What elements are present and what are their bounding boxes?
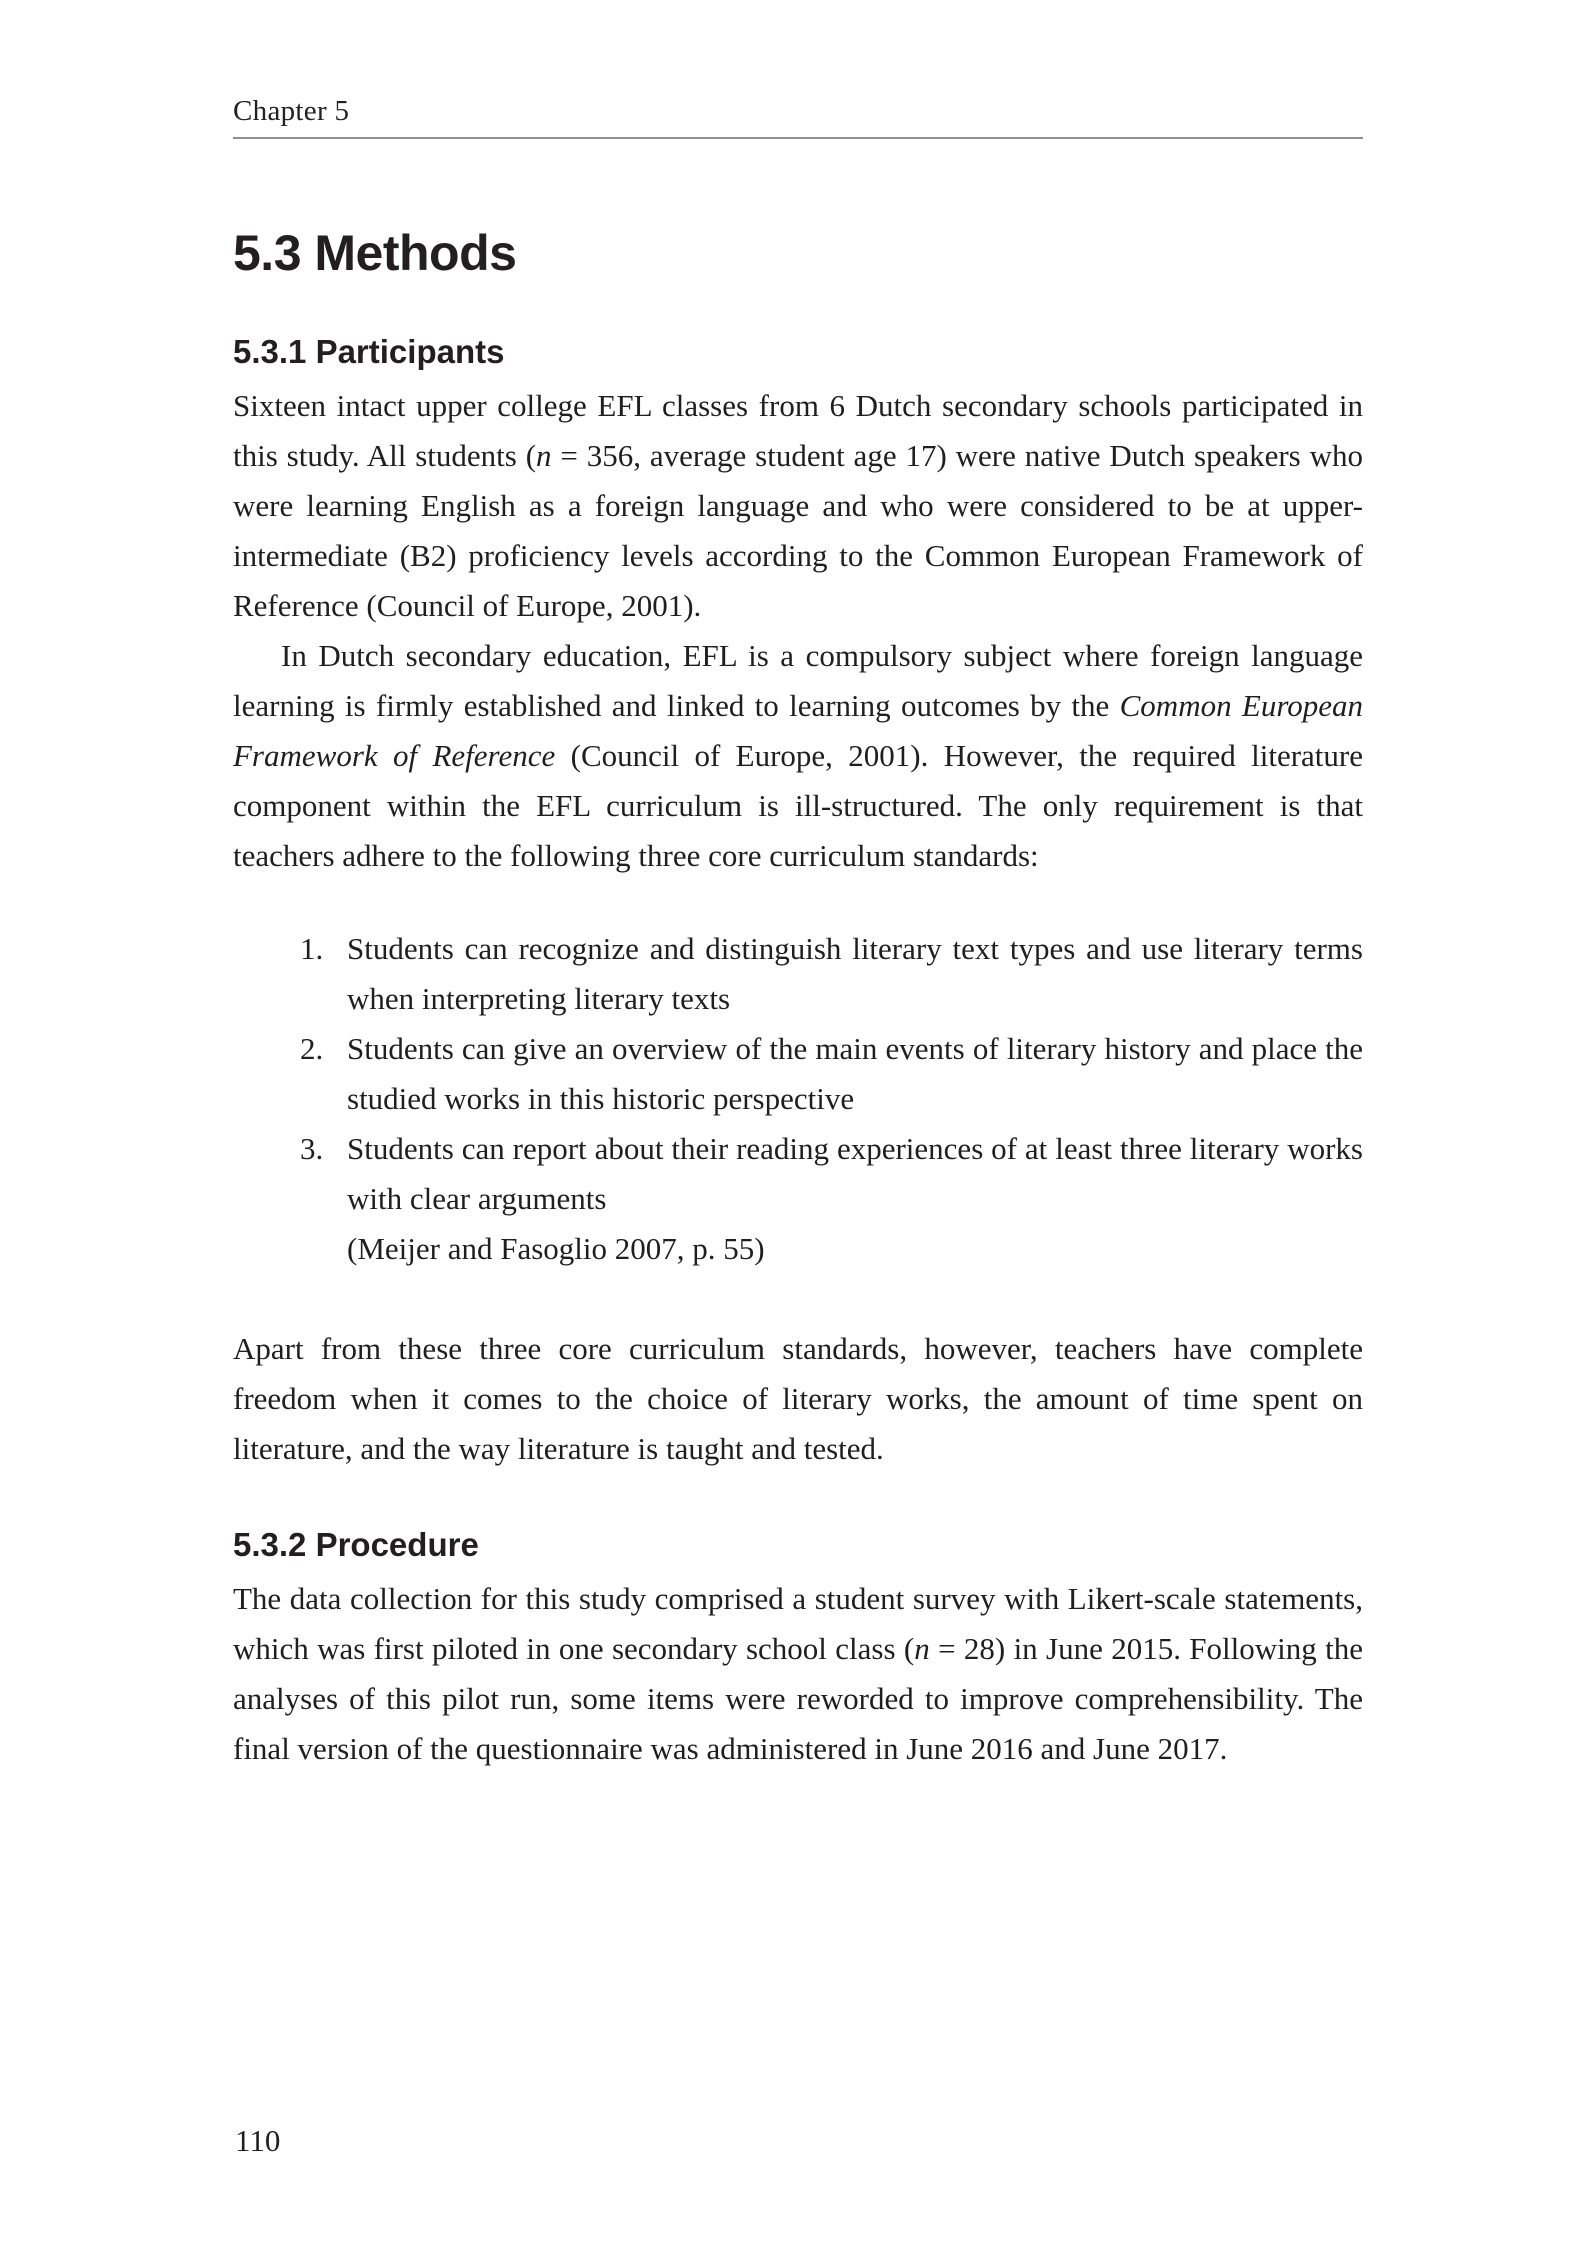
subsection-heading-procedure: 5.3.2 Procedure bbox=[233, 1526, 479, 1563]
curriculum-standards-list bbox=[233, 924, 1363, 1274]
list-item-citation: (Meijer and Fasoglio 2007, p. 55) bbox=[347, 1231, 765, 1266]
page-content bbox=[233, 0, 1363, 1774]
procedure-paragraph-1: The data collection for this study comprised a student survey with Likert-scale statements, which was first piloted in one secondary school class (n = 28) in June 2015. Following the analyses of this pilot run, some items were reworded to improve comprehensibility. The final version of the questionnaire was administered in June 2016 and June 2017. bbox=[233, 1581, 1363, 1766]
section-heading-methods: 5.3 Methods bbox=[233, 225, 517, 281]
list-item-number: 1. bbox=[300, 931, 324, 966]
participants-paragraph-3: Apart from these three core curriculum standards, however, teachers have complete freedom when it comes to the choice of literary works, the amount of time spent on literature, and the way literature is taught and tested. bbox=[233, 1331, 1363, 1466]
participants-paragraph-1: Sixteen intact upper college EFL classes from 6 Dutch secondary schools participated in this study. All students (n = 356, average student age 17) were native Dutch speakers who were learning English as a foreign language and who were considered to be at upper-intermediate (B2) proficiency levels according to the Common European Framework of Reference (Council of Europe, 2001). bbox=[233, 388, 1363, 623]
subsection-heading-participants: 5.3.1 Participants bbox=[233, 333, 505, 370]
list-item-text: Students can give an overview of the main events of literary history and place the studied works in this historic perspective bbox=[347, 1031, 1363, 1116]
list-item-standard-2 bbox=[233, 1024, 1363, 1124]
list-item-text: Students can report about their reading experiences of at least three literary works with clear arguments bbox=[347, 1131, 1363, 1216]
list-item-standard-1 bbox=[233, 924, 1363, 1024]
running-head-chapter-label: Chapter 5 bbox=[233, 95, 350, 127]
participants-paragraph-2: In Dutch secondary education, EFL is a compulsory subject where foreign language learning is firmly established and linked to learning outcomes by the Common European Framework of Reference (Council of Europe, 2001). However, the required literature component within the EFL curriculum is ill-structured. The only requirement is that teachers adhere to the following three core curriculum standards: bbox=[233, 638, 1364, 873]
list-item-number: 2. bbox=[300, 1031, 324, 1066]
list-item-number: 3. bbox=[300, 1131, 324, 1166]
page-number: 110 bbox=[235, 2123, 281, 2158]
running-head-rule bbox=[233, 137, 1363, 139]
list-item-text: Students can recognize and distinguish literary text types and use literary terms when interpreting literary texts bbox=[347, 931, 1363, 1016]
list-item-standard-3 bbox=[233, 1124, 1363, 1274]
